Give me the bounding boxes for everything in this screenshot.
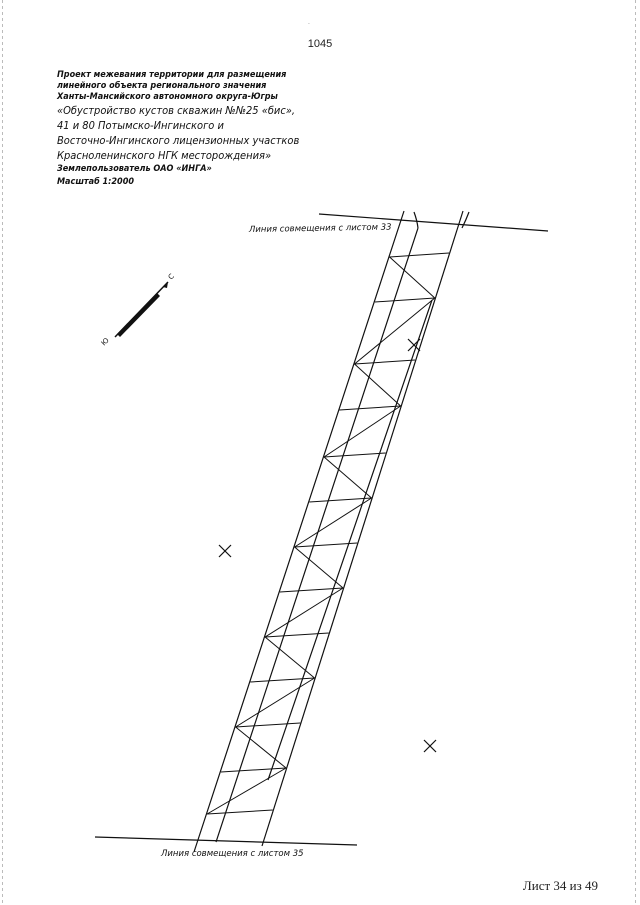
hatch-diagonal	[265, 588, 343, 637]
cross-marker	[219, 545, 231, 557]
corridor-inner-line	[216, 228, 418, 842]
land-user: Землепользователь ОАО «ИНГА»	[57, 164, 212, 174]
sheet-number: Лист 34 из 49	[522, 878, 598, 893]
match-line-bottom	[95, 837, 357, 845]
cross-marker	[408, 339, 420, 351]
hatch-diagonal	[295, 498, 372, 547]
cross-marker	[424, 740, 436, 752]
title-line: 41 и 80 Потымско-Ингинского и	[57, 119, 224, 132]
match-line-top-label: Линия совмещения с листом 33	[248, 222, 392, 235]
title-line: Красноленинского НГК месторождения»	[57, 149, 272, 162]
hatch-rung	[236, 723, 301, 727]
hatch-diagonal	[236, 678, 315, 727]
title-line: «Обустройство кустов скважин №№25 «бис»,	[57, 104, 296, 117]
corridor-left-edge	[194, 211, 404, 852]
hatch-rung	[309, 498, 371, 502]
scale: Масштаб 1:2000	[57, 177, 134, 187]
hatch-rung	[280, 588, 343, 592]
hatch-rung	[221, 768, 286, 772]
hatch-diagonal	[324, 406, 401, 457]
north-label: С	[166, 272, 176, 282]
title-line: линейного объекта регионального значения	[57, 81, 267, 91]
corridor	[194, 211, 469, 852]
hatch-rung	[375, 298, 435, 302]
hatch-rung	[355, 360, 416, 364]
hatch-rung	[324, 453, 386, 457]
match-line-bottom-label: Линия совмещения с листом 35	[161, 849, 304, 859]
hatch-rung	[339, 406, 400, 410]
hatch-rung	[265, 633, 329, 637]
title-line: Восточно-Ингинского лицензионных участков	[57, 134, 300, 147]
scan-dot: .	[308, 19, 310, 26]
corridor-hatching	[207, 253, 449, 814]
hatch-rung	[390, 253, 449, 257]
hatch-diagonal	[355, 298, 435, 364]
corridor-right-edge	[262, 211, 463, 846]
page-number: 1045	[307, 38, 333, 50]
title-line: Ханты-Мансийского автономного округа-Югры	[57, 92, 278, 102]
title-line: Проект межевания территории для размещения	[57, 70, 287, 80]
north-arrow-icon	[100, 272, 176, 347]
hatch-rung	[250, 678, 314, 682]
corridor-inner-line	[268, 300, 432, 780]
south-label: Ю	[99, 336, 111, 348]
hatch-rung	[207, 810, 273, 814]
